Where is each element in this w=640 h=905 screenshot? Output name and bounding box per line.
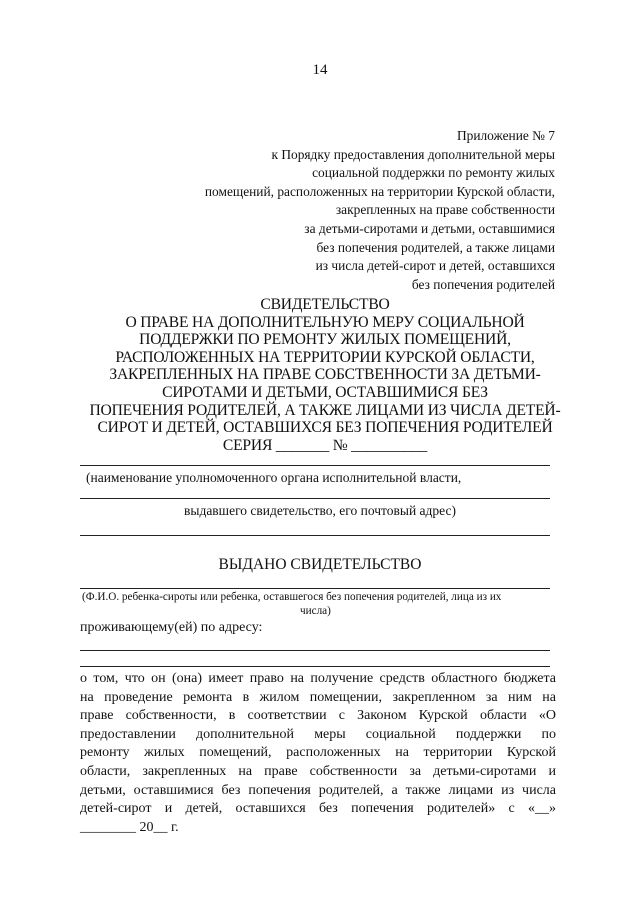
- appendix-line: Приложение № 7: [456, 128, 555, 143]
- appendix-line: из числа детей-сирот и детей, оставшихся: [315, 258, 555, 274]
- title-line: ЗАКРЕПЛЕННЫХ НА ПРАВЕ СОБСТВЕННОСТИ ЗА ДЕТЬМИ-: [109, 366, 541, 384]
- appendix-line: помещений, расположенных на территории Курской области,: [204, 183, 555, 199]
- document-title: [65, 296, 585, 454]
- body-line: на проведение ремонта в жилом помещении, закрепленном за ним на: [80, 689, 556, 705]
- recipient-caption-1: (Ф.И.О. ребенка-сироты или ребенка, оставшегося без попечения родителей, лица из их: [82, 591, 502, 603]
- body-line: ремонту жилых помещений, расположенных на территории Курской: [80, 745, 556, 761]
- body-line: о том, что он (она) имеет право на получение средств областного бюджета: [80, 671, 556, 686]
- body-line: детей-сирот и детей, оставшихся без попечения родителей» с «__»: [80, 801, 556, 817]
- title-line: ПОДДЕРЖКИ ПО РЕМОНТУ ЖИЛЫХ ПОМЕЩЕНИЙ,: [139, 331, 511, 349]
- title-line: РАСПОЛОЖЕННЫХ НА ТЕРРИТОРИИ КУРСКОЙ ОБЛАСТИ,: [115, 348, 535, 366]
- title-line: ПОПЕЧЕНИЯ РОДИТЕЛЕЙ, А ТАКЖЕ ЛИЦАМИ ИЗ ЧИСЛА ДЕТЕЙ-: [89, 401, 561, 419]
- body-line: детьми, оставшимися без попечения родителей, а также лицами из числа: [80, 782, 556, 798]
- authority-address-line: [80, 498, 550, 499]
- title-line: СИРОТАМИ И ДЕТЬМИ, ОСТАВШИМИСЯ БЕЗ: [162, 383, 488, 401]
- appendix-line: к Порядку предоставления дополнительной меры: [271, 146, 555, 162]
- recipient-caption-2: числа): [300, 605, 331, 617]
- body-line: области, закрепленных на праве собственности за детьми-сиротами и: [80, 763, 556, 779]
- series-number-line: СЕРИЯ _______ № __________: [222, 436, 428, 454]
- authority-extra-line: [80, 535, 550, 536]
- authority-name-line: [80, 465, 550, 466]
- date-line: ________ 20__ г.: [80, 819, 179, 835]
- address-line-1: [80, 650, 550, 651]
- page-number: 14: [312, 62, 328, 78]
- appendix-line: закрепленных на праве собственности: [335, 202, 555, 218]
- appendix-line: без попечения родителей: [411, 276, 555, 292]
- authority-caption-1: (наименование уполномоченного органа исполнительной власти,: [86, 470, 462, 485]
- appendix-line: социальной поддержки по ремонту жилых: [312, 165, 555, 181]
- appendix-header: [205, 127, 555, 294]
- body-line: праве собственности, в соответствии с Законом Курской области «О: [80, 708, 556, 724]
- appendix-line: без попечения родителей, а также лицами: [316, 239, 555, 255]
- address-line-2: [80, 666, 550, 667]
- address-label: проживающему(ей) по адресу:: [80, 620, 263, 635]
- recipient-name-line: [80, 588, 550, 589]
- certificate-body: [80, 670, 556, 837]
- title-line: О ПРАВЕ НА ДОПОЛНИТЕЛЬНУЮ МЕРУ СОЦИАЛЬНОЙ: [125, 313, 525, 331]
- authority-caption-2: выдавшего свидетельство, его почтовый адрес): [184, 503, 456, 518]
- appendix-line: за детьми-сиротами и детьми, оставшимися: [304, 220, 555, 236]
- title-line: СВИДЕТЕЛЬСТВО: [260, 296, 390, 313]
- issued-heading: ВЫДАНО СВИДЕТЕЛЬСТВО: [218, 556, 422, 573]
- body-line: предоставлении дополнительной меры социальной поддержки по: [80, 726, 556, 742]
- title-line: СИРОТ И ДЕТЕЙ, ОСТАВШИХСЯ БЕЗ ПОПЕЧЕНИЯ РОДИТЕЛЕЙ: [97, 419, 553, 437]
